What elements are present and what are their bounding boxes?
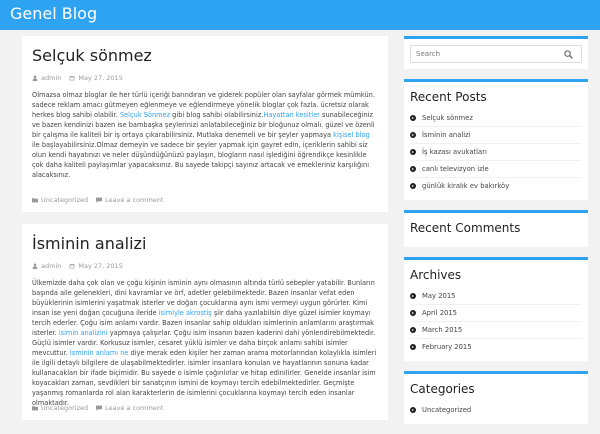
archives-widget	[404, 257, 588, 361]
list-item[interactable]	[410, 339, 582, 355]
user-icon	[32, 75, 38, 81]
arrow-bullet-icon	[410, 132, 416, 138]
content-link[interactable]: Selçuk Sönmez	[119, 111, 171, 119]
post-date[interactable]: May 27, 2015	[78, 74, 123, 82]
post-content	[32, 90, 378, 190]
post-category[interactable]: Uncategorized	[41, 196, 89, 204]
recent-comments-widget	[404, 210, 588, 247]
list-item[interactable]	[410, 305, 582, 322]
content-text: Ülkemizde daha çok olan ve çoğu kişinin isminin aynı olmasının altında türlü sebepler yatabilir. Bunların başında aile gelenekleri, dini kavramlar ve örf, adetler gelebilmektedir. Bazen insanlar vefat eden büyüklerinin isimlerini yaşatmak isterler ve doğan çocuklarına aynı ismi vermeyi uygun görürler. Kimi insan ise yeni doğan çocuğuna ileride	[32, 279, 375, 317]
post-title[interactable]: İsminin analizi	[32, 234, 147, 253]
post-title[interactable]: Selçuk sönmez	[32, 46, 152, 65]
list-item[interactable]	[410, 288, 582, 305]
list-item-label: May 2015	[422, 292, 456, 300]
post-meta	[32, 74, 378, 82]
list-item[interactable]	[410, 178, 582, 194]
content-link[interactable]: İsminin anlamı ne	[69, 349, 129, 357]
post-footer	[32, 196, 378, 204]
post-comment-link[interactable]: Leave a comment	[105, 196, 164, 204]
arrow-bullet-icon	[410, 115, 416, 121]
calendar-icon	[69, 263, 75, 269]
widget-title: Archives	[410, 268, 462, 282]
content-text: gibi blog sahibi olabilirsiniz.	[170, 111, 264, 119]
list-item-label: İş kazası avukatları	[422, 148, 487, 156]
content-link[interactable]: isimiyle akrostiş	[158, 309, 212, 317]
comment-icon	[96, 405, 102, 411]
widget-title: Categories	[410, 382, 475, 396]
list-item-label: Uncategorized	[422, 406, 472, 414]
list-item-label: İsminin analizi	[422, 131, 471, 139]
comment-icon	[96, 197, 102, 203]
arrow-bullet-icon	[410, 166, 416, 172]
list-item[interactable]	[410, 402, 582, 418]
list-item[interactable]	[410, 110, 582, 127]
search-icon	[564, 50, 573, 59]
search-button[interactable]	[556, 46, 581, 62]
post-content	[32, 278, 378, 407]
folder-icon	[32, 197, 38, 203]
recent-posts-list	[410, 110, 582, 194]
list-item[interactable]	[410, 322, 582, 339]
arrow-bullet-icon	[410, 327, 416, 333]
archives-list	[410, 288, 582, 355]
arrow-bullet-icon	[410, 407, 416, 413]
user-icon	[32, 263, 38, 269]
categories-list	[410, 402, 582, 418]
arrow-bullet-icon	[410, 310, 416, 316]
post-2	[22, 224, 388, 420]
search-input[interactable]	[411, 46, 556, 62]
list-item[interactable]	[410, 144, 582, 161]
arrow-bullet-icon	[410, 293, 416, 299]
post-footer	[32, 404, 378, 412]
list-item-label: April 2015	[422, 309, 457, 317]
site-title[interactable]: Genel Blog	[10, 4, 98, 23]
content-text: yapmaya çalışırlar. Çoğu isim insanın bazen kaderini dahi yönlendirebilmektedir. Güçlü isimler vardır. Korkusuz isimler, cesaret yüklü isimler ve daha birçok anlamı sahibi isimler mevcuttur.	[32, 329, 376, 357]
content-link[interactable]: isimin analizini	[58, 329, 108, 337]
content-text: diye merak eden kişiler her zaman arama motorlarından kolaylıkla isimleri ile ilgili detaylı bilgilere de ulaşabilmektedirler. isimler insanlara konulan ve hayatlarının sonuna kadar kullanacakları bir ifade biçimidir. Bu sayede o isimle çağırılırlar ve hitap edinilirler. Genelde insanlar isim koyacakları zaman, sevdikleri bir sanatçının ismini de koymayı tercih edebilmektedirler. Geçmişte yaşanmış romanlarda rol alan karakterlerin de isimlerini çocuklarına koymayı tercih eden insanlar olmaktadır.	[32, 349, 377, 407]
post-author[interactable]: admin	[41, 262, 62, 270]
post-author[interactable]: admin	[41, 74, 62, 82]
post-comment-link[interactable]: Leave a comment	[105, 404, 164, 412]
search-box	[410, 45, 582, 63]
list-item[interactable]	[410, 127, 582, 144]
post-1	[22, 36, 388, 212]
content-text: şiir daha yazılabilsin diye güzel isimler koymayı tercih ederler. Çoğu isim anlamı vardır. Bazen insanlar sahip oldukları isimlerinin anlamlarını araştırmak isterler.	[32, 309, 374, 337]
content-text: sunabileceğiniz ve bazen kendinizi bazen ise bambaşka şeylerinizi anlatabileceğiniz bir bloğunuz olmalı. güzel ve özenli bir çalışma ile kaliteli bir iş ortaya çıkarabilirsiniz. Mutlaka denemeli ve bir şeyler yapmaya	[32, 111, 375, 139]
categories-widget	[404, 371, 588, 424]
main-content	[22, 36, 388, 432]
list-item-label: February 2015	[422, 343, 472, 351]
content-text: Olmazsa olmaz bloglar ile her türlü içeriği barındıran ve giderek popüler olan sayfalar görmek mümkün. sadece reklam amacı gütmeyen eğlenmeye ve eğlendirmeye yönelik bloglar çok fazla. ücretsiz olarak herkes blog sahibi olabilir.	[32, 91, 375, 119]
post-date[interactable]: May 27, 2015	[78, 262, 123, 270]
content-link[interactable]: kişisel blog	[333, 131, 370, 139]
folder-icon	[32, 405, 38, 411]
list-item-label: March 2015	[422, 326, 463, 334]
post-meta	[32, 262, 378, 270]
post-category[interactable]: Uncategorized	[41, 404, 89, 412]
recent-posts-widget	[404, 79, 588, 200]
list-item-label: günlük kiralık ev bakırköy	[422, 182, 510, 190]
content-text: ile başlayabilirsiniz.Olmaz demeyin ve sadece bir şeyler yapmak için gayret edin, içeriklerin sahibi siz olun kendi hayatınızı ve neler düşündüğünüzü paylaşın, blogların nasıl işlediğini öğrendikçe kesinlikle çok daha kaliteli paylaşımlar yapacaksınız. Bu sayede takipçi sayınız artacak ve emekleriniz karşılığını alacaksınız.	[32, 141, 370, 179]
list-item-label: canlı televizyon izle	[422, 165, 489, 173]
sidebar	[404, 36, 588, 434]
search-widget	[404, 36, 588, 69]
arrow-bullet-icon	[410, 344, 416, 350]
widget-title: Recent Comments	[410, 221, 521, 235]
content-link[interactable]: Hayattan kesitler	[263, 111, 320, 119]
top-bar	[0, 0, 600, 30]
widget-title: Recent Posts	[410, 90, 487, 104]
list-item[interactable]	[410, 161, 582, 178]
list-item-label: Selçuk sönmez	[422, 114, 473, 122]
arrow-bullet-icon	[410, 183, 416, 189]
arrow-bullet-icon	[410, 149, 416, 155]
calendar-icon	[69, 75, 75, 81]
